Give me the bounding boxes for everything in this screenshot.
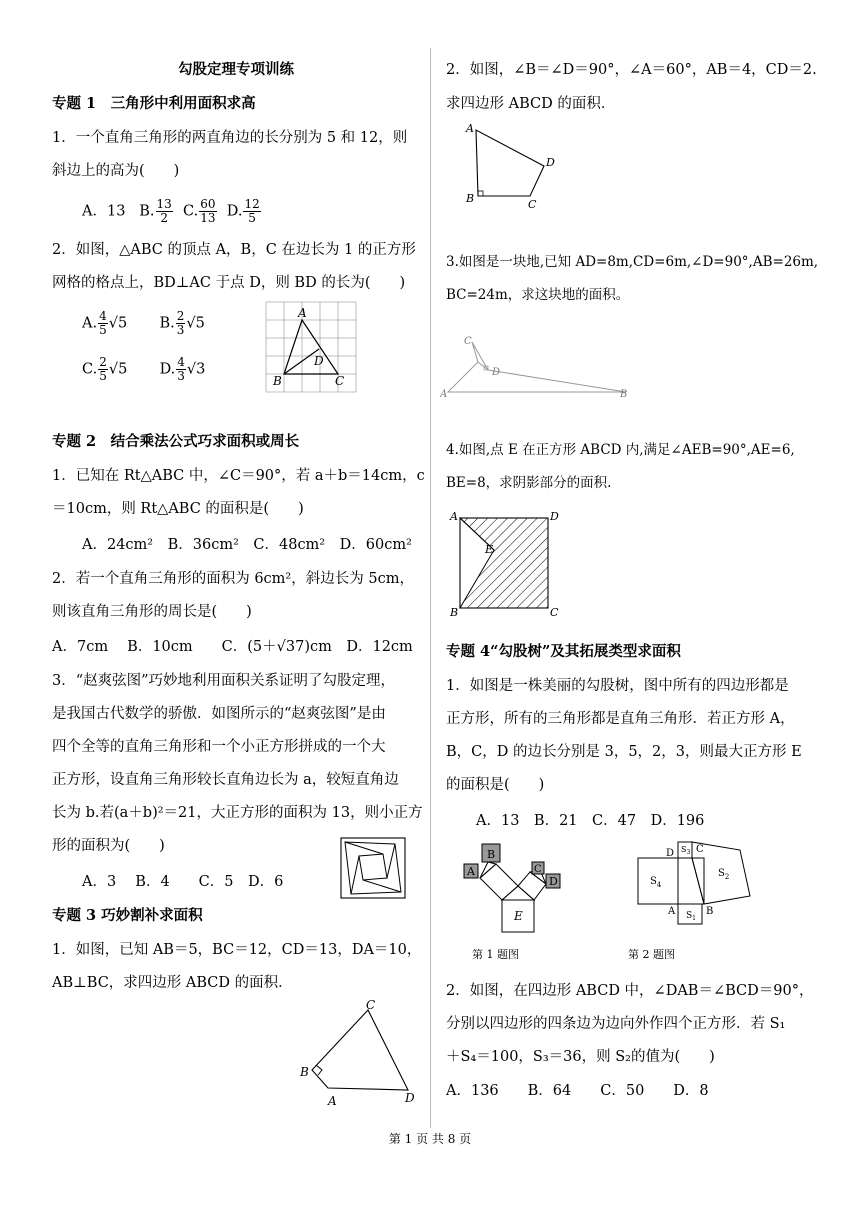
s4-label [650, 876, 662, 889]
t2-q3-line6: 形的面积为( ) [52, 838, 165, 854]
radical: √5 [108, 315, 128, 332]
denominator: 3 [177, 369, 185, 383]
fraction [176, 356, 186, 383]
label-b: B [450, 606, 459, 619]
fraction [199, 198, 216, 225]
fraction [98, 356, 108, 383]
numerator: 13 [156, 197, 172, 211]
zhao-shuang-figure [339, 836, 407, 900]
numerator: 2 [176, 309, 185, 323]
s-index: 2 [724, 873, 730, 881]
label-b: B [466, 192, 475, 205]
label-c: C [335, 374, 345, 388]
t1-q2-options-row1 [82, 310, 205, 337]
figure1-caption: 第 1 题图 [472, 948, 519, 961]
t1-q1-option-c: C. [183, 203, 199, 220]
s1-label [686, 911, 696, 922]
quadrilateral-abcd-figure [298, 998, 420, 1110]
t3-q4-line2: BE=8，求阴影部分的面积. [446, 475, 612, 491]
t2-q3-line4: 正方形，设直角三角形较长直角边长为 a，较短直角边 [52, 772, 399, 788]
radical: √5 [108, 361, 128, 378]
denominator: 5 [99, 323, 107, 337]
t1-q2-line2: 网格的格点上，BD⊥AC 于点 D，则 BD 的长为( ) [52, 275, 406, 291]
pythagoras-tree-figure [460, 840, 570, 940]
quadrilateral-q2-figure [456, 118, 566, 214]
label-e: E [485, 543, 494, 556]
land-plot-figure [440, 330, 640, 402]
fraction [243, 198, 260, 225]
denominator: 2 [160, 211, 168, 225]
t4-q2-options: A．136 B．64 C．50 D．8 [446, 1083, 709, 1099]
numerator: 12 [244, 197, 260, 211]
s-letter: S [681, 845, 687, 854]
denominator: 3 [176, 323, 185, 337]
numerator: 2 [99, 355, 107, 369]
t2-q3-line1: 3．“赵爽弦图”巧妙地利用面积关系证明了勾股定理， [52, 673, 396, 689]
label-d: D [666, 848, 675, 859]
s-letter: S [650, 876, 657, 887]
t4-q1-options: A．13 B．21 C．47 D．196 [476, 813, 705, 829]
s2-label [718, 868, 729, 881]
t4-q2-line3: ＋S₄＝100，S₃＝36，则 S₂的值为( ) [446, 1049, 715, 1065]
t1-q2-line1: 2．如图，△ABC 的顶点 A，B，C 在边长为 1 的正方形 [52, 242, 416, 258]
label-d: D [405, 1091, 415, 1105]
label-a: A [466, 122, 474, 135]
topic4-heading: 专题 4“勾股树”及其拓展类型求面积 [446, 643, 681, 660]
option-label: B. [159, 315, 175, 332]
label-c: C [696, 844, 704, 855]
s-index: 4 [656, 881, 662, 889]
t2-q3-options: A．3 B．4 C．5 D．6 [82, 874, 284, 890]
topic3-heading: 专题 3 巧妙割补求面积 [52, 907, 203, 924]
denominator: 5 [99, 369, 107, 383]
label-a: A [328, 1094, 337, 1108]
radical: √5 [186, 315, 205, 332]
label-c: C [528, 198, 537, 211]
fraction [176, 310, 186, 337]
t3-q4-line1: 4.如图,点 E 在正方形 ABCD 内,满足∠AEB=90°,AE=6, [446, 442, 795, 458]
t1-q1-options [82, 198, 262, 225]
t1-q1-option-a: A．13 [82, 203, 126, 220]
label-d: D [550, 510, 559, 523]
numerator: 4 [99, 309, 107, 323]
label-a: A [467, 865, 475, 878]
denominator: 13 [200, 211, 216, 225]
t2-q2-line1: 2．若一个直角三角形的面积为 6cm²，斜边长为 5cm， [52, 571, 414, 587]
page-footer: 第 1 页 共 8 页 [388, 1132, 472, 1146]
topic1-heading: 专题 1 三角形中利用面积求高 [52, 95, 256, 112]
label-d: D [492, 367, 501, 378]
label-a: A [668, 906, 676, 917]
radical: √3 [186, 361, 206, 378]
label-a: A [450, 510, 458, 523]
s3-label [681, 845, 690, 856]
t3-q2-line1: 2．如图，∠B＝∠D＝90°，∠A＝60°，AB＝4，CD＝2. [446, 62, 817, 78]
label-d: D [546, 156, 555, 169]
t2-q3-line3: 四个全等的直角三角形和一个小正方形拼成的一个大 [52, 739, 386, 755]
t1-q1-option-b: B. [139, 203, 155, 220]
label-a: A [440, 389, 448, 400]
t1-q2-options-row2 [82, 356, 205, 383]
t3-q3-line1: 3.如图是一块地,已知 AD=8m,CD=6m,∠D=90°,AB=26m, [446, 254, 819, 270]
label-d: D [314, 354, 324, 368]
label-e: E [514, 909, 523, 923]
topic2-heading: 专题 2 结合乘法公式巧求面积或周长 [52, 433, 300, 450]
t1-q1-line1: 1．一个直角三角形的两直角边的长分别为 5 和 12，则 [52, 130, 408, 146]
s-letter: S [686, 911, 693, 921]
label-b: B [273, 374, 282, 388]
label-c: C [464, 336, 472, 347]
label-c: C [550, 606, 559, 619]
t4-q1-line3: B，C，D 的边长分别是 3，5，2，3，则最大正方形 E [446, 744, 802, 760]
page-title: 勾股定理专项训练 [178, 61, 294, 78]
t2-q1-line1: 1．已知在 Rt△ABC 中，∠C＝90°，若 a＋b＝14cm，c [52, 468, 425, 484]
option-label: A. [82, 315, 98, 332]
label-b: B [706, 906, 714, 917]
t2-q2-line2: 则该直角三角形的周长是( ) [52, 604, 252, 620]
label-b: B [487, 848, 496, 861]
t1-q1-option-d: D. [226, 203, 243, 220]
option-label: C. [82, 361, 98, 378]
label-b: B [620, 389, 628, 400]
s-index: 1 [692, 915, 696, 922]
t1-q1-line2: 斜边上的高为( ) [52, 163, 180, 179]
t4-q2-line2: 分别以四边形的四条边为边向外作四个正方形．若 S₁ [446, 1016, 786, 1032]
label-c: C [534, 864, 542, 875]
numerator: 60 [200, 197, 216, 211]
t2-q3-line2: 是我国古代数学的骄傲．如图所示的“赵爽弦图”是由 [52, 706, 386, 722]
s-letter: S [718, 868, 725, 879]
t2-q1-options: A．24cm² B．36cm² C．48cm² D．60cm² [82, 537, 412, 553]
t2-q3-line5: 长为 b.若(a＋b)²＝21，大正方形的面积为 13，则小正方 [52, 805, 423, 821]
t4-q2-line1: 2．如图，在四边形 ABCD 中，∠DAB＝∠BCD＝90°， [446, 983, 814, 999]
label-d: D [549, 875, 558, 888]
numerator: 4 [177, 355, 185, 369]
t3-q3-line2: BC=24m，求这块地的面积。 [446, 287, 630, 303]
four-squares-figure [632, 838, 792, 930]
figure2-caption: 第 2 题图 [628, 948, 675, 961]
t3-q1-line2: AB⊥BC，求四边形 ABCD 的面积． [52, 975, 293, 991]
t4-q1-line2: 正方形，所有的三角形都是直角三角形．若正方形 A， [446, 711, 795, 727]
t4-q1-line1: 1．如图是一株美丽的勾股树，图中所有的四边形都是 [446, 678, 789, 694]
t3-q1-line1: 1．如图，已知 AB＝5，BC＝12，CD＝13，DA＝10， [52, 942, 422, 958]
s-index: 3 [686, 849, 691, 856]
denominator: 5 [248, 211, 256, 225]
fraction [98, 310, 108, 337]
column-divider [430, 48, 431, 1128]
option-label: D. [159, 361, 176, 378]
label-a: A [298, 306, 307, 320]
t3-q2-line2: 求四边形 ABCD 的面积． [446, 96, 616, 112]
square-shaded-figure [448, 508, 568, 620]
t2-q1-line2: ＝10cm，则 Rt△ABC 的面积是( ) [52, 501, 304, 517]
fraction [156, 198, 173, 225]
t4-q1-line4: 的面积是( ) [446, 777, 545, 793]
label-c: C [366, 998, 376, 1012]
label-b: B [300, 1065, 309, 1079]
grid-triangle-figure [262, 298, 362, 398]
t2-q2-options: A．7cm B．10cm C．(5＋√37)cm D．12cm [52, 639, 413, 655]
